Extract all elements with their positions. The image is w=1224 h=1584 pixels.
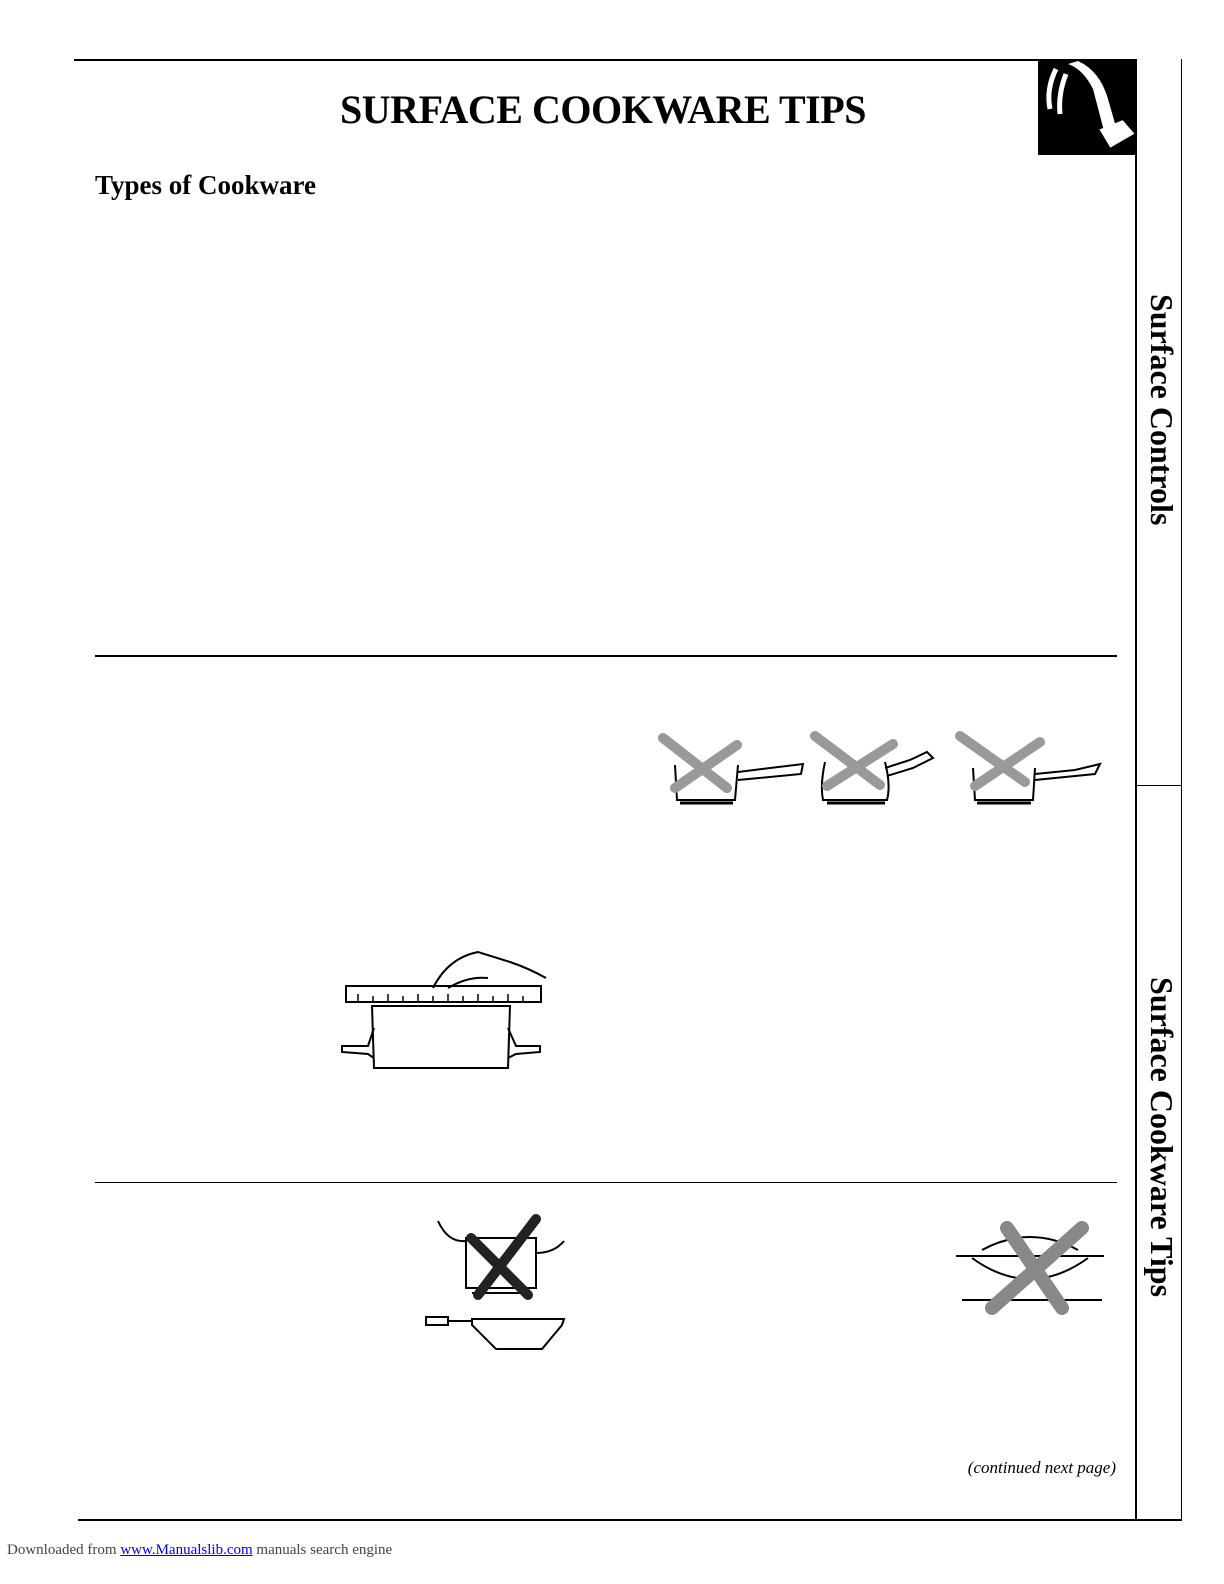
crossed-out-pans-icon <box>655 730 1105 810</box>
crossed-out-wok-icon <box>952 1220 1108 1315</box>
crossed-out-canner-icon <box>436 1213 568 1305</box>
ruler-measuring-pan-icon <box>338 948 553 1076</box>
bottom-rule <box>78 1519 1182 1521</box>
flat-bottom-pan-icon <box>424 1313 568 1353</box>
continued-note: (continued next page) <box>967 1458 1116 1477</box>
manualslib-link[interactable]: www.Manualslib.com <box>120 1542 253 1558</box>
page-title: SURFACE COOKWARE TIPS <box>340 87 866 132</box>
download-footer <box>7 1542 392 1559</box>
sidebar-tab-surface-controls[interactable]: Surface Controls <box>1144 294 1180 526</box>
section-divider <box>95 1182 1117 1183</box>
sidebar-frame <box>1135 59 1182 1521</box>
section-heading: Types of Cookware <box>95 170 316 200</box>
section-divider <box>95 655 1117 657</box>
footer-prefix: Downloaded from <box>7 1542 117 1558</box>
top-rule <box>74 59 1136 61</box>
sidebar-divider <box>1135 785 1182 786</box>
sidebar-tab-surface-cookware-tips[interactable]: Surface Cookware Tips <box>1144 977 1180 1298</box>
footer-suffix: manuals search engine <box>256 1542 393 1558</box>
